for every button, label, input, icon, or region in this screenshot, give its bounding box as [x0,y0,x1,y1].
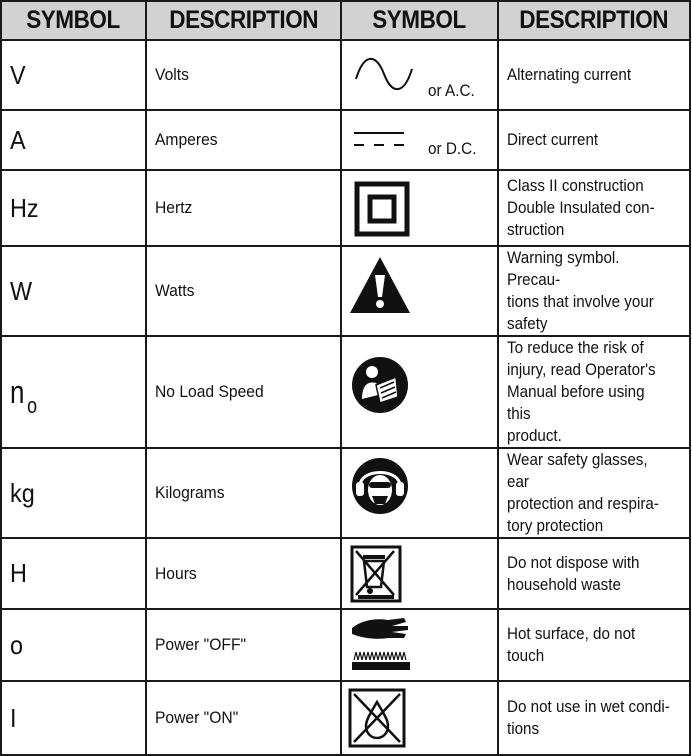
safety-gear-icon [350,456,410,516]
alternating-current-icon [350,49,420,99]
desc-hours: Hours [146,538,341,609]
desc-ac: Alternating current [498,40,690,110]
ac-suffix: or A.C. [427,81,475,100]
symbol-power-off: o [1,609,146,681]
table-row [1,110,690,170]
symbol-watts: W [1,246,146,336]
desc-kilograms: Kilograms [146,448,341,538]
symbol-hertz: Hz [1,170,146,246]
direct-current-icon [352,125,412,155]
header-description-right: DESCRIPTION [498,1,690,40]
table-row [1,538,690,609]
desc-no-wet: Do not use in wet condi- tions [498,681,690,755]
header-row [1,1,690,40]
desc-read-manual: To reduce the risk of injury, read Operator's Manual before using this product. [498,336,690,448]
desc-power-on: Power "ON" [146,681,341,755]
table-row [1,609,690,681]
dc-suffix: or D.C. [427,139,477,158]
symbol-warning-cell [341,246,498,336]
header-symbol-left: SYMBOL [1,1,146,40]
read-manual-icon [350,355,410,415]
header-description-left: DESCRIPTION [146,1,341,40]
class-ii-construction-icon [354,181,410,237]
symbol-no-waste-cell [341,538,498,609]
symbol-ac-cell [341,40,498,110]
desc-hot-surface: Hot surface, do not touch [498,609,690,681]
no-household-waste-icon [350,545,402,603]
desc-volts: Volts [146,40,341,110]
desc-watts: Watts [146,246,341,336]
table-row [1,170,690,246]
desc-hertz: Hertz [146,170,341,246]
symbol-no-load-speed: n o [1,336,146,448]
symbol-hot-surface-cell [341,609,498,681]
table-row [1,681,690,755]
desc-dc: Direct current [498,110,690,170]
header-symbol-right: SYMBOL [341,1,498,40]
desc-warning: Warning symbol. Precau- tions that involve your safety [498,246,690,336]
table-row [1,246,690,336]
symbol-kilograms: kg [1,448,146,538]
warning-triangle-icon [348,255,412,315]
symbol-volts: V [1,40,146,110]
desc-no-waste: Do not dispose with household waste [498,538,690,609]
symbol-dc-cell [341,110,498,170]
symbol-amperes: A [1,110,146,170]
symbol-safety-gear-cell [341,448,498,538]
symbol-power-on: I [1,681,146,755]
symbol-hours: H [1,538,146,609]
desc-amperes: Amperes [146,110,341,170]
table-row [1,448,690,538]
symbol-no-wet-cell [341,681,498,755]
hot-surface-icon [348,616,414,676]
table-row [1,336,690,448]
desc-power-off: Power "OFF" [146,609,341,681]
no-wet-conditions-icon [348,688,406,748]
desc-class-ii: Class II construction Double Insulated con- struction [498,170,690,246]
symbol-class-ii-cell [341,170,498,246]
desc-safety-gear: Wear safety glasses, ear protection and respira- tory protection [498,448,690,538]
desc-no-load-speed: No Load Speed [146,336,341,448]
symbol-read-manual-cell [341,336,498,448]
table-row [1,40,690,110]
